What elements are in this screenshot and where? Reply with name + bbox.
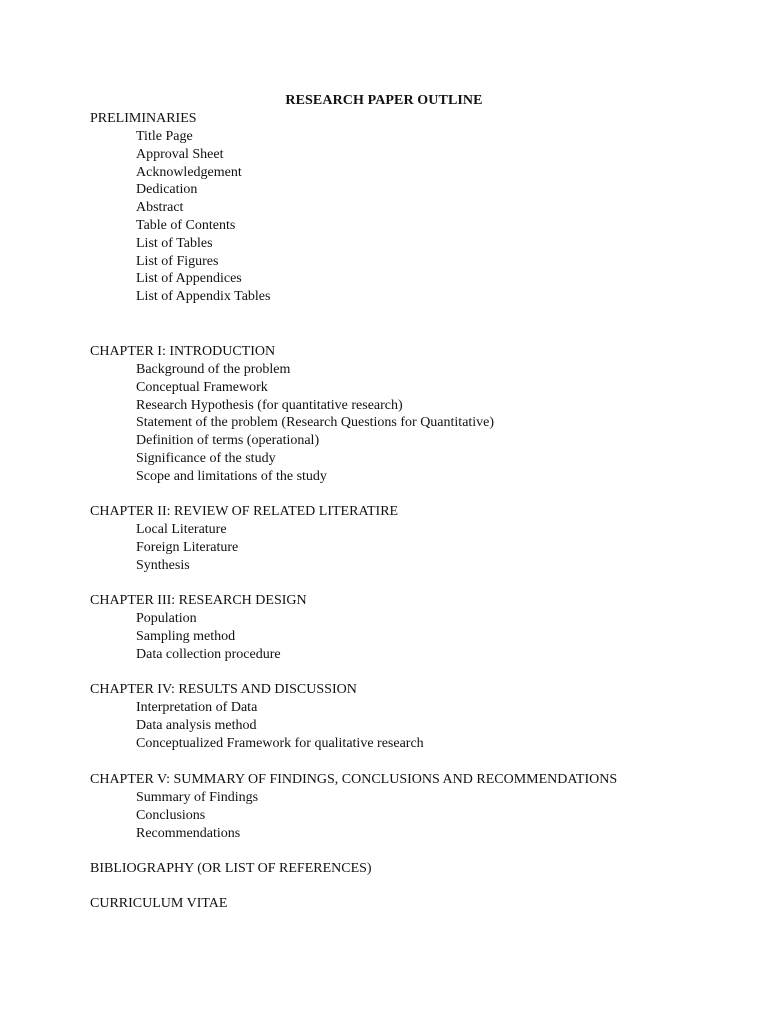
section-curriculum-vitae bbox=[90, 895, 730, 913]
section-heading: BIBLIOGRAPHY (OR LIST OF REFERENCES) bbox=[90, 861, 372, 876]
section-item-list bbox=[90, 361, 730, 486]
list-item: Dedication bbox=[136, 182, 198, 198]
section-chapter-2 bbox=[90, 503, 730, 574]
section-item-list bbox=[90, 699, 730, 752]
section-chapter-1 bbox=[90, 343, 730, 486]
list-item: Title Page bbox=[136, 129, 193, 144]
section-heading: CHAPTER II: REVIEW OF RELATED LITERATIRE bbox=[90, 504, 399, 519]
list-item: Recommendations bbox=[136, 825, 241, 841]
list-item: Conclusions bbox=[136, 807, 206, 823]
list-item: Summary of Findings bbox=[136, 790, 259, 805]
list-item: Abstract bbox=[136, 200, 184, 216]
list-item: Population bbox=[136, 611, 197, 626]
section-item-list bbox=[90, 128, 730, 306]
section-preliminaries bbox=[90, 110, 730, 306]
list-item: Definition of terms (operational) bbox=[136, 433, 320, 449]
list-item: List of Appendices bbox=[136, 271, 242, 287]
list-item: Foreign Literature bbox=[136, 539, 239, 555]
list-item: List of Tables bbox=[136, 235, 213, 251]
list-item: Table of Contents bbox=[136, 217, 236, 233]
list-item: Approval Sheet bbox=[136, 146, 224, 162]
section-item-list bbox=[90, 610, 730, 663]
document-title: RESEARCH PAPER OUTLINE bbox=[285, 93, 483, 108]
list-item: Data collection procedure bbox=[136, 646, 281, 662]
list-item: Significance of the study bbox=[136, 450, 276, 466]
list-item: List of Figures bbox=[136, 253, 219, 269]
list-item: Local Literature bbox=[136, 522, 227, 537]
section-heading: CHAPTER I: INTRODUCTION bbox=[90, 344, 276, 359]
list-item: Statement of the problem (Research Questions for Quantitative) bbox=[136, 415, 495, 431]
section-heading: CHAPTER IV: RESULTS AND DISCUSSION bbox=[90, 682, 357, 697]
list-item: List of Appendix Tables bbox=[136, 289, 271, 305]
list-item: Conceptualized Framework for qualitative research bbox=[136, 735, 424, 751]
list-item: Research Hypothesis (for quantitative research) bbox=[136, 397, 403, 413]
section-chapter-3 bbox=[90, 592, 730, 663]
section-heading: CHAPTER III: RESEARCH DESIGN bbox=[90, 593, 307, 608]
section-heading: CURRICULUM VITAE bbox=[90, 896, 228, 911]
list-item: Interpretation of Data bbox=[136, 700, 258, 715]
list-item: Synthesis bbox=[136, 557, 190, 573]
section-item-list bbox=[90, 789, 730, 842]
section-heading: PRELIMINARIES bbox=[90, 111, 197, 126]
section-chapter-5 bbox=[90, 771, 730, 842]
section-bibliography bbox=[90, 860, 730, 878]
section-item-list bbox=[90, 521, 730, 574]
list-item: Conceptual Framework bbox=[136, 379, 268, 395]
section-chapter-4 bbox=[90, 681, 730, 752]
list-item: Scope and limitations of the study bbox=[136, 468, 327, 484]
list-item: Acknowledgement bbox=[136, 164, 242, 180]
list-item: Sampling method bbox=[136, 628, 236, 644]
section-heading: CHAPTER V: SUMMARY OF FINDINGS, CONCLUSIONS AND RECOMMENDATIONS bbox=[90, 772, 618, 787]
list-item: Data analysis method bbox=[136, 717, 257, 733]
list-item: Background of the problem bbox=[136, 362, 291, 377]
